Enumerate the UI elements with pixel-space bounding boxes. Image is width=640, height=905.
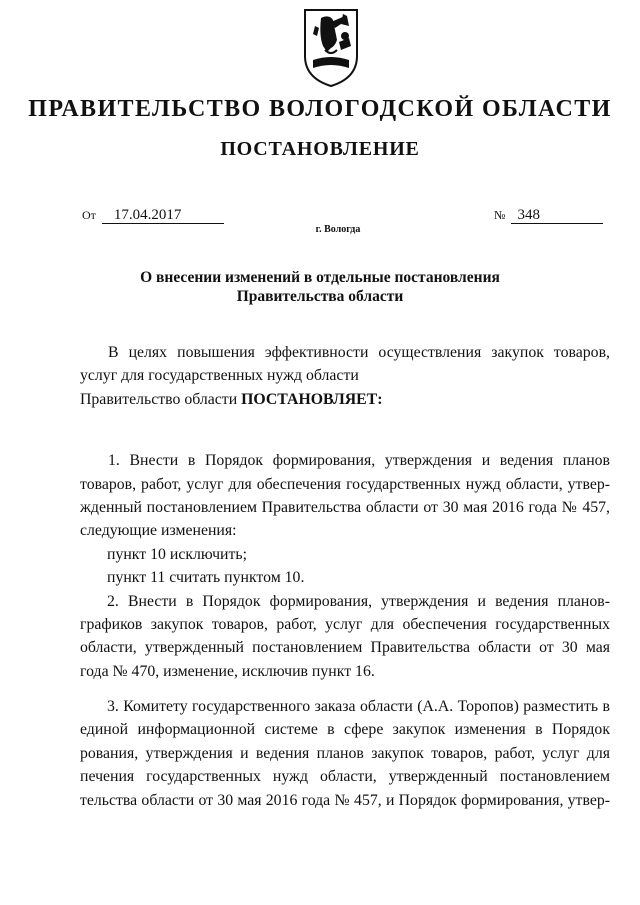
paragraph-line: года № 470, изменение, исключив пункт 16.	[80, 662, 375, 680]
paragraph-line: жденный постановлением Правительства области от 30 мая 2016 года № 457,	[80, 498, 610, 516]
resolve-prefix: Правительство области	[80, 390, 242, 408]
list-item: пункт 10 исключить;	[107, 545, 247, 563]
subject-line: Правительства области	[236, 288, 404, 305]
coat-of-arms-icon	[301, 6, 361, 88]
paragraph-line: 1. Внести в Порядок формирования, утверждения и ведения планов	[108, 452, 610, 470]
list-item: пункт 11 считать пунктом 10.	[107, 569, 305, 587]
paragraph-line: рования, утверждения и ведения планов закупок товаров, работ, услуг для	[80, 744, 610, 762]
preamble-line: услуг для государственных нужд области	[80, 367, 359, 385]
government-title: ПРАВИТЕЛЬСТВО ВОЛОГОДСКОЙ ОБЛАСТИ	[28, 96, 612, 122]
document-type: ПОСТАНОВЛЕНИЕ	[220, 138, 420, 160]
resolve-word: ПОСТАНОВЛЯЕТ:	[241, 390, 383, 408]
subject-line: О внесении изменений в отдельные постановления	[140, 269, 500, 286]
document-body	[80, 341, 610, 812]
date-value: 17.04.2017	[102, 207, 224, 224]
paragraph-line: 3. Комитету государственного заказа области (А.А. Торопов) разместить в	[107, 698, 610, 716]
paragraph-line: товаров, работ, услуг для обеспечения государственных нужд области, утвер-	[80, 475, 610, 493]
paragraph-line: тельства области от 30 мая 2016 года № 457, и Порядок формирования, утвер-	[80, 791, 610, 809]
city-label: г. Вологда	[315, 224, 361, 235]
paragraph-line: графиков закупок товаров, работ, услуг для обеспечения государственных	[80, 615, 610, 633]
resolve-line	[80, 388, 610, 411]
paragraph-line: следующие изменения:	[80, 522, 237, 540]
number-label: №	[494, 208, 506, 222]
paragraph-line: 2. Внести в Порядок формирования, утверждения и ведения планов-	[107, 592, 610, 610]
document-subject	[0, 268, 640, 306]
preamble-line: В целях повышения эффективности осуществления закупок товаров,	[108, 344, 610, 361]
date-label: От	[82, 208, 96, 222]
paragraph-line: области, утвержденный постановлением Правительства области от 30 мая	[80, 639, 610, 657]
number-field	[494, 207, 603, 224]
date-field	[82, 207, 224, 224]
paragraph-line: единой информационной системе в сфере закупок изменения в Порядок	[80, 721, 610, 739]
number-value: 348	[511, 207, 603, 224]
paragraph-line: печения государственных нужд области, утвержденный постановлением	[80, 768, 610, 786]
